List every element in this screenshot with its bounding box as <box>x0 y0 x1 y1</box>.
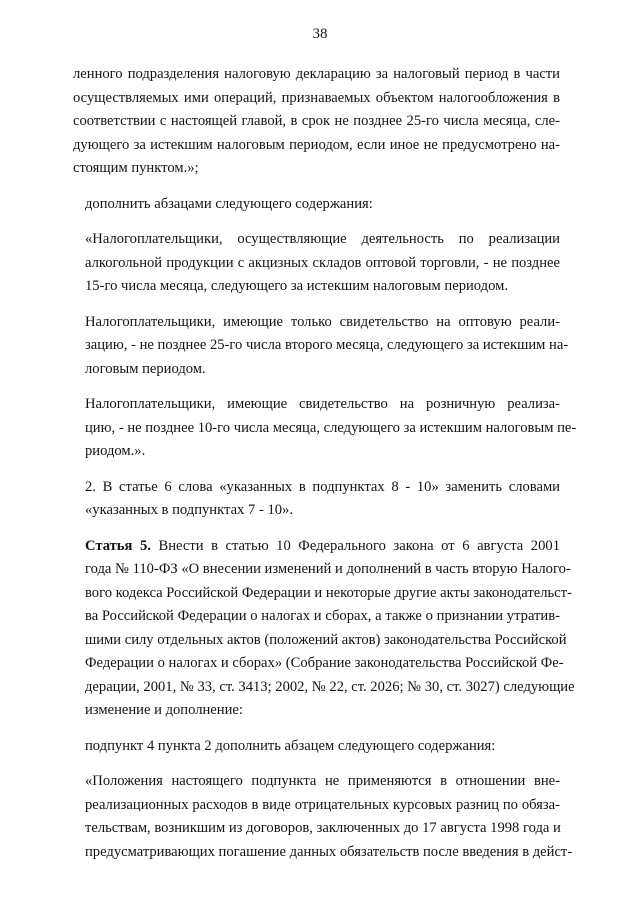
document-body <box>73 63 577 876</box>
text-line: дующего за истекшим налоговым периодом, если иное не предусмотрено на- <box>73 136 560 153</box>
text-line: Налогоплательщики, имеющие только свидетельство на оптовую реали- <box>85 313 560 330</box>
text-line: Налогоплательщики, имеющие свидетельство на розничную реализа- <box>85 396 560 412</box>
text-line: изменение и дополнение: <box>85 702 243 718</box>
text-segment: Внести в статью 10 Федерального закона от 6 августа 2001 <box>150 537 560 554</box>
text-line: дополнить абзацами следующего содержания: <box>85 195 373 212</box>
paragraph <box>73 311 569 382</box>
text-line: дерации, 2001, № 33, ст. 3413; 2002, № 22, ст. 2026; № 30, ст. 3027) следующие <box>85 678 575 695</box>
text-line: вого кодекса Российской Федерации и некоторые другие акты законодательст- <box>85 584 572 601</box>
text-line: алкогольной продукции с акцизных складов оптовой торговли, - не позднее <box>85 254 560 271</box>
paragraph <box>73 228 560 299</box>
text-line: шими силу отдельных актов (положений актов) законодательства Российской <box>85 631 567 648</box>
text-line: риодом.». <box>85 443 146 459</box>
text-line: цию, - не позднее 10-го числа месяца, следующего за истекшим налоговым пе- <box>85 419 577 436</box>
text-line: стоящим пунктом.»; <box>73 160 199 176</box>
paragraph <box>73 770 573 864</box>
text-line: реализационных расходов в виде отрицательных курсовых разниц по обяза- <box>85 796 560 813</box>
text-line: осуществляемых ими операций, признаваемых объектом налогообложения в <box>73 89 560 106</box>
text-line <box>73 535 560 559</box>
paragraph <box>73 393 577 464</box>
text-line: подпункт 4 пункта 2 дополнить абзацем следующего содержания: <box>85 737 496 754</box>
text-line: 15-го числа месяца, следующего за истекшим налоговым периодом. <box>85 278 509 294</box>
text-line: ленного подразделения налоговую декларацию за налоговый период в части <box>73 66 560 82</box>
text-line: ва Российской Федерации о налогах и сборах, а также о признании утратив- <box>85 608 560 624</box>
text-line: тельствам, возникшим из договоров, заключенных до 17 августа 1998 года и <box>85 820 561 836</box>
text-line: зацию, - не позднее 25-го числа второго месяца, следующего за истекшим на- <box>85 337 569 353</box>
paragraph <box>73 476 560 523</box>
paragraph <box>73 193 560 217</box>
article-heading: Статья 5. <box>85 537 151 554</box>
text-line: «Положения настоящего подпункта не применяются в отношении вне- <box>85 773 560 789</box>
text-line: года № 110-ФЗ «О внесении изменений и дополнений в часть вторую Налого- <box>85 561 571 577</box>
page-number: 38 <box>312 26 328 42</box>
paragraph <box>73 63 560 181</box>
text-line: Федерации о налогах и сборах» (Собрание законодательства Российской Фе- <box>85 655 564 671</box>
text-line: 2. В статье 6 слова «указанных в подпунктах 8 - 10» заменить словами <box>85 478 560 495</box>
text-line: соответствии с настоящей главой, в срок не позднее 25-го числа месяца, сле- <box>73 113 560 129</box>
text-line: предусматривающих погашение данных обязательств после введения в дейст- <box>85 843 573 860</box>
text-line: логовым периодом. <box>85 360 206 377</box>
paragraph <box>73 535 575 723</box>
text-line: «указанных в подпунктах 7 - 10». <box>85 502 293 518</box>
text-line: «Налогоплательщики, осуществляющие деятельность по реализации <box>85 231 560 247</box>
paragraph <box>73 735 560 759</box>
